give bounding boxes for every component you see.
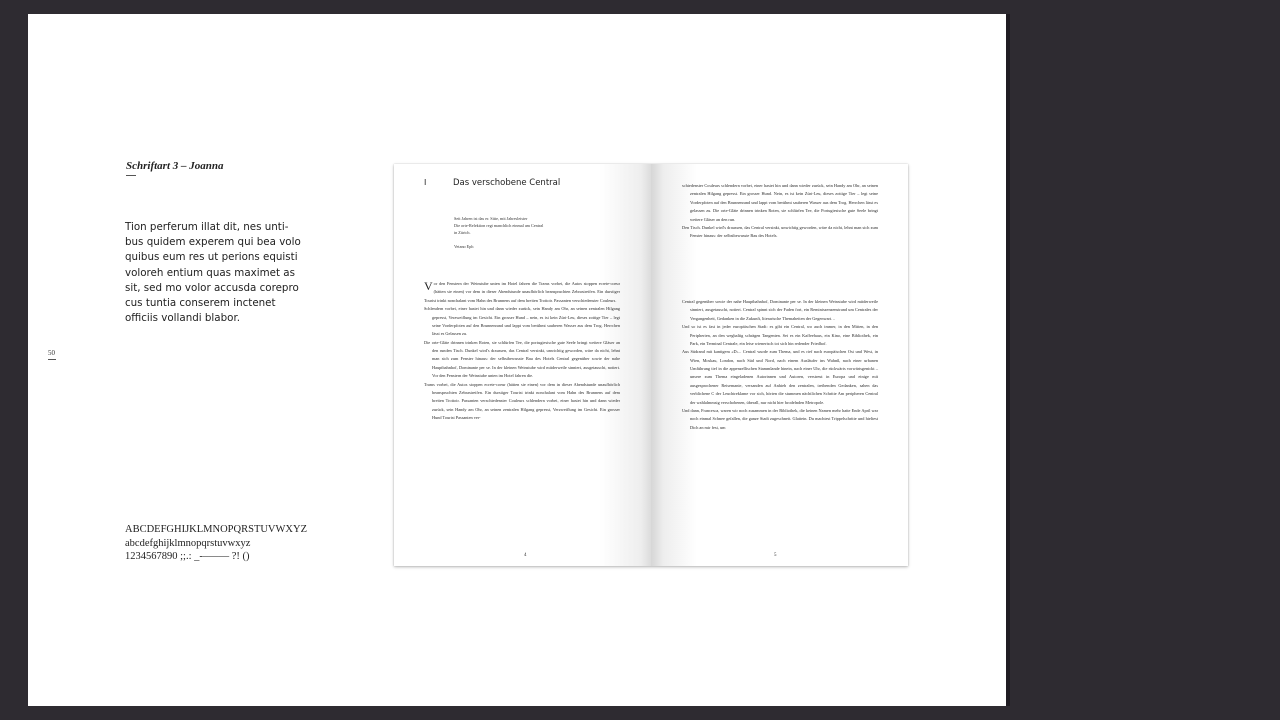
left-page-body [424, 280, 620, 422]
folio-left: 4 [524, 553, 527, 558]
body-paragraph: schiedenster Couleurs schlendern vorbei, einer hastet hin und dann wieder zurück, sein Handy am Ohr, an seinen zentralen Hilgang gepresst. Ein grosser Hund. Nein, es ist kein Züri-Leu, dieses zottige Tier – legt seine Vorderpfoten auf den Brunnenrand und lappt vom berühmt sauberen Wasser aus dem Trog. Herrchen lässt es gelassen zu. Die orte-Gläte drinnen trinken Roten, sie schlürfen Tee, die Portugiesische gute Seele bringt weitere Gläser an den run. [682, 183, 878, 222]
book-spread-mockup [394, 164, 908, 566]
page-number: 50 [48, 349, 55, 357]
body-paragraph: Und dann, Francesca, waren wir noch zusammen in der Bibliothek, die keinen Namen mehr hatte Ende April war noch einmal Schnee gefallen, die ganze Stadt zugeschneit. Glattein. Du machtest Trippelschritte und hieltest Dich an mir fest, um [682, 407, 878, 430]
right-page-body-bottom [682, 298, 878, 432]
page-edge-shadow [1006, 14, 1010, 706]
epigraph-line: Seit Jahren ist das er. Sitte, mit Jahresleister [454, 216, 528, 221]
body-paragraph: Vor den Fenstern der Weinstube unten im Hotel fahren die Trams vorbei, die Autos stoppen ecrete-coeur (hätten sie einen) vor dem in dieser Abendstunde unaufhörlich beanspruchten Zebrastreifen. Ein durstiger Tourist trinkt nonchalant vom Hahn des Brunnens auf dem breiten Trottoir. Passanten verschiedenster Couleurs. [424, 279, 620, 303]
right-book-page [651, 164, 908, 566]
character-set [125, 523, 307, 564]
folio-right: 5 [774, 553, 777, 558]
right-page-body-top [682, 182, 878, 241]
page-number-underline [48, 359, 56, 360]
layout-page [28, 14, 1006, 706]
epigraph-line: Die orte-Relektion regt manchlich einmal am Central [454, 223, 544, 228]
title-underline [126, 175, 136, 176]
drop-cap: V [424, 279, 433, 293]
left-book-page [394, 164, 651, 566]
body-paragraph: Trams vorbei, die Autos stoppen ecrete-coeur (hätten sie einen) vor dem in dieser Abendstunde unaufhörlich beanspruchten Zebrastreifen. Ein durstiger Tourist trinkt nonchalant vom Hahn des Brunnens auf dem breiten Trottoir. Passanten verschiedenster Couleurs schlendern vorbei, einer hastet hin und dann wieder zurück, sein Handy am Ohr, an seinen zentralen Hilgang gepresst, Verzweiflung im Gesicht. Ein grosser Hund Tourist Passanten ver- [424, 381, 620, 420]
body-paragraph: Und so ist es fast in jeder europäischen Stadt: es gibt ein Central, wo auch immer, in den Mitten, in den Peripherien, an den wegbaltig schrägen Tangenten. Sei es ein Kaffeehaus, ein Kino, eine Bibliothek, ein Park, ein Terminal Centrale, ein leise wienerisch tot sich hin redender Friedhof. [682, 324, 878, 346]
alphabet-uppercase: ABCDEFGHIJKLMNOPQRSTUVWXYZ [125, 524, 308, 535]
digits-punctuation: 1234567890 ;;.: _-–—— ?! () [125, 551, 250, 562]
chapter-title: Das verschobene Central [453, 178, 561, 188]
body-paragraph: Aus Südrand mit kantigem «D›... Central wurde zum Thema, und es rief nach europäischen Ost und West, in Wien, Moskau, London, nach Süd und Nord, nach einem Ausläufer ins Wahnß, nach einer urbanen Umführung tief in die appenzellischen Stammlande hinein, nach einer Uhr, die rückwärts vorwärtsgenickt – unsere zum Thema eingeladenen Autorinnen und Autoren, verstreut in Europa und einige mit ausgesprochener Reisemanie, versanden auf Anhieb den zentralen, treibenden Gedanken, sahen das verblichene C der Leuchtreklame vor sich, hörten die stummen nächtlichen Schritte Am peripheren Central der wahlalmmsig verschobenen, überall, nur nicht hier brodelnden Metropole. [682, 349, 878, 405]
font-sample-text: Tion perferum illat dit, nes unti-bus quidem experem qui bea volo quibus eum res ut perions equisti voloreh entium quas maximet as sit, sed mo volor accusda corepro cus tuntia conserem inctenet officiis vollandi blabor. [125, 221, 301, 325]
epigraph-line: in Zürich. [454, 230, 471, 235]
section-title: Schriftart 3 – Joanna [126, 160, 224, 172]
chapter-number: I [424, 178, 427, 187]
epigraph-source: Vetano Eph [454, 244, 474, 249]
body-paragraph: Die orte-Gläte drinnen trinken Roten, sie schlürfen Tee, die portugiesische gute Seele bringt weitere Gläser an den runden Tisch. Dunkel wird's draussen, das Central versinkt, unwichtig geworden, wäre da nicht, lehnt man sich zum Fenster hinaus: der selbstbewusste Bau des Hotels Central gegenüber sowie der nahe Hauptbahnhof, Dominante per se. In der kleinen Weinstube wird mitderweile sinniert, ausgetauscht, notiert. Vor den Fenstern der Weinstube unten im Hotel fahren die. [424, 339, 620, 379]
body-paragraph: Central gegenüber sowie der nahe Hauptbahnhof, Dominante per se. In der kleinen Weinstube wird mitderweile sinniert, ausgetauscht, notiert. Central spinnt sich der Faden fort, ein Reminiszenzenstrand um Centrales der Vergangenheit, Gedanken in die Zukunft, literarische Themaheiten der Gegenwart… [682, 299, 878, 321]
body-paragraph: Schlendern vorbei, einer hastet hin und dann wieder zurück, sein Handy am Ohr, an seinen zentralen Hilgang gepresst, Verzweiflung im Gesicht. Ein grosser Hund – nein, es ist kein Züri-Leu, dieses zottige Tier – legt seine Vorderpfoten auf den Brunnenrand und lappt vom berühmt sauberen Wasser aus dem Trog. Herrchen lässt es Gelassen zu. [424, 306, 620, 337]
body-paragraph: Den Tisch. Dunkel wird's draussen, das Central versinkt, unwichtig geworden, wäre da nicht, lehnt man sich zum Fenster hinaus: der selbstbewusste Bau des Hotels. [682, 224, 878, 239]
epigraph [454, 215, 594, 250]
alphabet-lowercase: abcdefghijklmnopqrstuvwxyz [125, 537, 251, 549]
